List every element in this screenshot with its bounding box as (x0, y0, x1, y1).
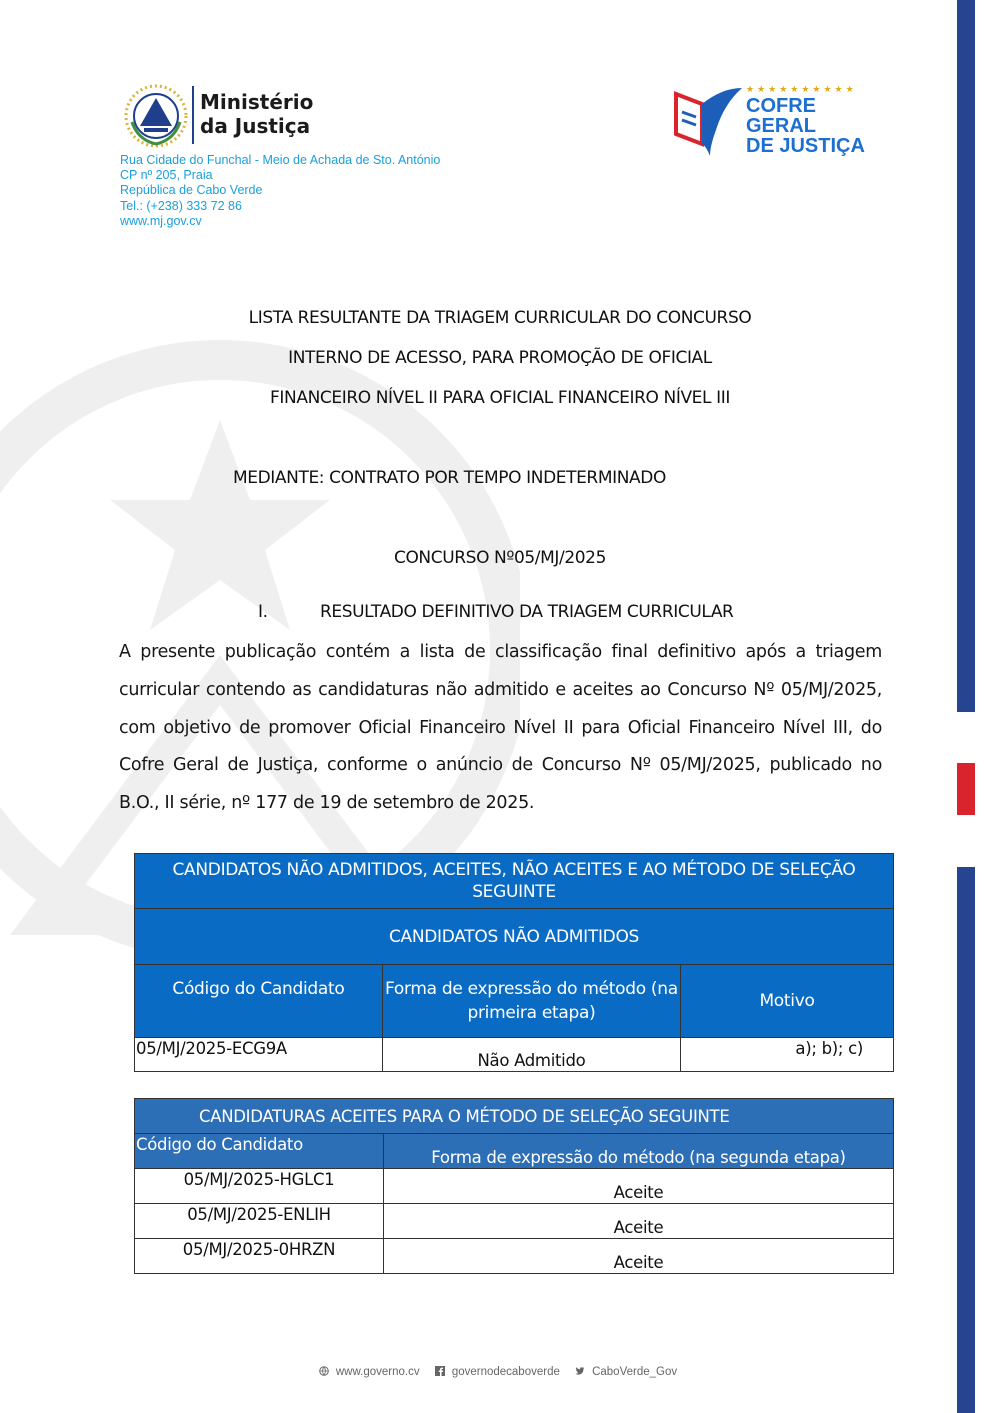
candidate-method-result: Não Admitido (382, 1038, 680, 1072)
candidate-code: 05/MJ/2025-HGLC1 (135, 1169, 384, 1204)
stars-row-icon: ★★★★★★★★★★ (746, 84, 857, 94)
candidate-method-result: Aceite (384, 1239, 894, 1274)
footer (0, 1366, 1000, 1378)
side-bar-blue-bottom (957, 867, 975, 1413)
candidate-reason: a); b); c) (681, 1038, 894, 1072)
cofre-geral-logo (672, 84, 882, 158)
section-number: I. (258, 602, 268, 622)
section-title: RESULTADO DEFINITIVO DA TRIAGEM CURRICULAR (320, 602, 734, 622)
footer-website-text: www.governo.cv (335, 1366, 420, 1378)
table-row (135, 1038, 894, 1072)
table-row (135, 1169, 894, 1204)
address-website: www.mj.gov.cv (120, 213, 202, 228)
coat-of-arms-icon (124, 84, 188, 148)
footer-facebook[interactable] (435, 1366, 567, 1378)
accepted-table (134, 1098, 894, 1274)
footer-facebook-text: governodecaboverde (451, 1366, 560, 1378)
column-header-code: Código do Candidato (135, 965, 383, 1038)
column-header-method: Forma de expressão do método (na primeira etapa) (382, 965, 680, 1038)
ministry-logo (124, 84, 324, 148)
mediante-line: MEDIANTE: CONTRATO POR TEMPO INDETERMINADO (233, 468, 666, 488)
table-main-header: CANDIDATOS NÃO ADMITIDOS, ACEITES, NÃO ACEITES E AO MÉTODO DE SELEÇÃO SEGUINTE (135, 854, 894, 909)
candidate-method-result: Aceite (384, 1169, 894, 1204)
address-line: CP nº 205, Praia (120, 168, 213, 183)
side-bar-red (957, 763, 975, 815)
candidate-code: 05/MJ/2025-0HRZN (135, 1239, 384, 1274)
concurso-number: CONCURSO Nº05/MJ/2025 (393, 548, 607, 568)
document-title-line-1: LISTA RESULTANTE DA TRIAGEM CURRICULAR DO CONCURSO (248, 308, 752, 328)
logo-separator (192, 86, 194, 144)
ministry-address (120, 153, 440, 229)
column-header-reason: Motivo (681, 965, 894, 1038)
footer-twitter[interactable] (575, 1366, 681, 1378)
address-line: República de Cabo Verde (120, 183, 263, 198)
cofre-geral-name: COFRE GERAL DE JUSTIÇA (746, 95, 865, 157)
globe-icon (319, 1366, 329, 1376)
twitter-icon (575, 1366, 585, 1376)
document-title-line-2: INTERNO DE ACESSO, PARA PROMOÇÃO DE OFICIAL (288, 348, 712, 368)
book-emblem-icon (672, 84, 744, 158)
footer-website[interactable] (319, 1366, 427, 1378)
table-row (135, 1239, 894, 1274)
candidate-method-result: Aceite (384, 1204, 894, 1239)
column-header-code: Código do Candidato (135, 1134, 384, 1169)
table-row (135, 1204, 894, 1239)
document-title-line-3: FINANCEIRO NÍVEL II PARA OFICIAL FINANCEIRO NÍVEL III (270, 388, 730, 408)
candidate-code: 05/MJ/2025-ECG9A (135, 1038, 383, 1072)
table-sub-header: CANDIDATOS NÃO ADMITIDOS (135, 909, 894, 965)
not-admitted-table (134, 853, 894, 1072)
address-line: Rua Cidade do Funchal - Meio de Achada de Sto. António (120, 153, 441, 167)
facebook-icon (435, 1366, 445, 1376)
section-heading (258, 602, 733, 622)
column-header-method: Forma de expressão do método (na segunda etapa) (384, 1134, 894, 1169)
candidate-code: 05/MJ/2025-ENLIH (135, 1204, 384, 1239)
address-line: Tel.: (+238) 333 72 86 (120, 198, 242, 213)
table-header: CANDIDATURAS ACEITES PARA O MÉTODO DE SELEÇÃO SEGUINTE (135, 1099, 894, 1134)
body-paragraph: A presente publicação contém a lista de classificação final definitivo após a triagem curricular contendo as candidaturas não admitido e aceites ao Concurso Nº 05/MJ/2025, com objetivo de promover Oficial Financeiro Nível II para Oficial Financeiro Nível III, do Cofre Geral de Justiça, conforme o anúncio de Concurso Nº 05/MJ/2025, publicado no B.O., II série, nº 177 de 19 de setembro de 2025. (119, 642, 882, 814)
ministry-name: Ministério da Justiça (200, 90, 314, 138)
footer-twitter-text: CaboVerde_Gov (592, 1366, 678, 1378)
